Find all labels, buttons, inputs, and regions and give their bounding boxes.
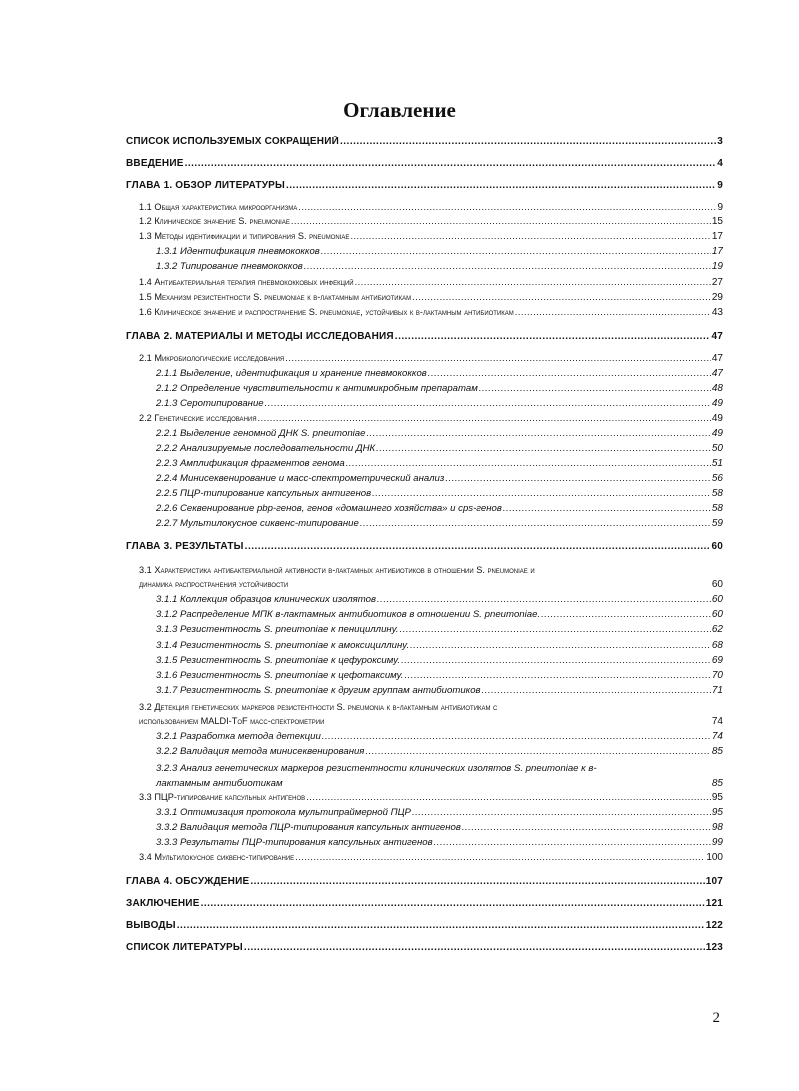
toc-entry-3-1-3[interactable]: 3.1.3 Резистентность S. pneumoniae к пенициллину. ..... 62 — [156, 624, 723, 635]
toc-entry-2-2[interactable]: 2.2 Генетические исследования ..... 49 — [139, 413, 723, 424]
toc-entry-chapter-1[interactable]: ГЛАВА 1. ОБЗОР ЛИТЕРАТУРЫ ..... 9 — [126, 180, 723, 191]
toc-entry-2-2-4[interactable]: 2.2.4 Минисеквенирование и масс-спектрометрический анализ ..... 56 — [156, 473, 723, 484]
toc-entry-3-1-5[interactable]: 3.1.5 Резистентность S. pneumoniae к цефуроксиму. ..... 69 — [156, 655, 723, 666]
toc-entry-chapter-4[interactable]: ГЛАВА 4. ОБСУЖДЕНИЕ ..... 107 — [126, 876, 723, 887]
toc-entry-3-3-2[interactable]: 3.3.2 Валидация метода ПЦР-типирования капсульных антигенов ..... 98 — [156, 822, 723, 833]
toc-entry-2-1-1[interactable]: 2.1.1 Выделение, идентификация и хранение пневмококков ..... 47 — [156, 368, 723, 379]
toc-entry-references[interactable]: СПИСОК ЛИТЕРАТУРЫ ..... 123 — [126, 942, 723, 953]
toc-entry-3-1-4[interactable]: 3.1.4 Резистентность S. pneumoniae к амоксициллину. ..... 68 — [156, 640, 723, 651]
toc-entry-3-2-2[interactable]: 3.2.2 Валидация метода минисеквенирования ..... 85 — [156, 746, 723, 757]
toc-entry-3-1-1[interactable]: 3.1.1 Коллекция образцов клинических изолятов ..... 60 — [156, 594, 723, 605]
toc-entry-chapter-2[interactable]: ГЛАВА 2. МАТЕРИАЛЫ И МЕТОДЫ ИССЛЕДОВАНИЯ ..... 47 — [126, 331, 723, 342]
toc-entry-1-1[interactable]: 1.1 Общая характеристика микроорганизма ..... 9 — [139, 202, 723, 213]
toc-entry-3-4[interactable]: 3.4 Мультилокусное сиквенс-типирование ..... 100 — [139, 852, 723, 863]
page-number: 2 — [712, 1010, 720, 1026]
toc-entry-1-2[interactable]: 1.2 Клиническое значение S. pneumoniae ..... 15 — [139, 216, 723, 227]
toc-entry-2-2-6[interactable]: 2.2.6 Секвенирование pbp-генов, генов «домашнего хозяйства» и cps-генов ..... 58 — [156, 503, 723, 514]
toc-entry-abbreviations[interactable]: СПИСОК ИСПОЛЬЗУЕМЫХ СОКРАЩЕНИЙ ..... 3 — [126, 136, 723, 147]
toc-entry-3-2-3[interactable]: 3.2.3 Анализ генетических маркеров резистентности клинических изолятов S. pneumoniae к в- лактамным антибиотикам 85 — [156, 763, 723, 789]
toc-entry-3-3-3[interactable]: 3.3.3 Результаты ПЦР-типирования капсульных антигенов ..... 99 — [156, 837, 723, 848]
toc-entry-1-3-2[interactable]: 1.3.2 Типирование пневмококков ..... 19 — [156, 261, 723, 272]
page-title: Оглавление — [343, 98, 456, 122]
toc-entry-2-1-2[interactable]: 2.1.2 Определение чувствительности к антимикробным препаратам ..... 48 — [156, 383, 723, 394]
toc-entry-1-3-1[interactable]: 1.3.1 Идентификация пневмококков ..... 17 — [156, 246, 723, 257]
toc-entry-3-2[interactable]: 3.2 Детекция генетических маркеров резистентности S. pneumonia к в-лактамным антибиотикам с использованием MALDI-ToF масс-спектрометрии 74 — [139, 702, 723, 727]
toc-entry-1-3[interactable]: 1.3 Методы идентификации и типирования S. pneumoniae ..... 17 — [139, 231, 723, 242]
toc-entry-2-2-1[interactable]: 2.2.1 Выделение геномной ДНК S. pneumoniae ..... 49 — [156, 428, 723, 439]
toc-entry-chapter-3[interactable]: ГЛАВА 3. РЕЗУЛЬТАТЫ ..... 60 — [126, 541, 723, 552]
toc-entry-introduction[interactable]: ВВЕДЕНИЕ ..... 4 — [126, 158, 723, 169]
toc-entry-3-1-6[interactable]: 3.1.6 Резистентность S. pneumoniae к цефотаксиму. ..... 70 — [156, 670, 723, 681]
toc-entry-3-1[interactable]: 3.1 Характеристика антибактериальной активности в-лактамных антибиотиков в отношении S. pneumoniae и динамика распространения устойчивости 60 — [139, 565, 723, 590]
toc-entry-conclusion[interactable]: ЗАКЛЮЧЕНИЕ ..... 121 — [126, 898, 723, 909]
toc-entry-2-2-5[interactable]: 2.2.5 ПЦР-типирование капсульных антигенов ..... 58 — [156, 488, 723, 499]
toc-entry-2-2-3[interactable]: 2.2.3 Амплификация фрагментов генома ..... 51 — [156, 458, 723, 469]
toc-entry-2-2-7[interactable]: 2.2.7 Мультилокусное сиквенс-типирование ..... 59 — [156, 518, 723, 529]
toc-entry-1-5[interactable]: 1.5 Механизм резистентности S. pneumoniae к в-лактамным антибиотикам ..... 29 — [139, 292, 723, 303]
toc-entry-3-1-7[interactable]: 3.1.7 Резистентность S. pneumoniae к другим группам антибиотиков ..... 71 — [156, 685, 723, 696]
toc-entry-2-1-3[interactable]: 2.1.3 Серотипирование ..... 49 — [156, 398, 723, 409]
toc-entry-2-1[interactable]: 2.1 Микробиологические исследования ..... 47 — [139, 353, 723, 364]
toc-entry-2-2-2[interactable]: 2.2.2 Анализируемые последовательности ДНК ..... 50 — [156, 443, 723, 454]
toc-entry-3-3-1[interactable]: 3.3.1 Оптимизация протокола мультипраймерной ПЦР ..... 95 — [156, 807, 723, 818]
toc-entry-1-4[interactable]: 1.4 Антибактериальная терапия пневмококковых инфекций ..... 27 — [139, 277, 723, 288]
toc-entry-3-1-2[interactable]: 3.1.2 Распределение МПК в-лактамных антибиотиков в отношении S. pneumoniae. ..... 60 — [156, 609, 723, 620]
toc-entry-3-2-1[interactable]: 3.2.1 Разработка метода детекции ..... 74 — [156, 731, 723, 742]
toc-entry-1-6[interactable]: 1.6 Клиническое значение и распространение S. pneumoniae, устойчивых к в-лактамным антибиотикам ..... 43 — [139, 307, 723, 318]
toc-entry-findings[interactable]: ВЫВОДЫ ..... 122 — [126, 920, 723, 931]
toc-entry-3-3[interactable]: 3.3 ПЦР-типирование капсульных антигенов ..... 95 — [139, 792, 723, 803]
